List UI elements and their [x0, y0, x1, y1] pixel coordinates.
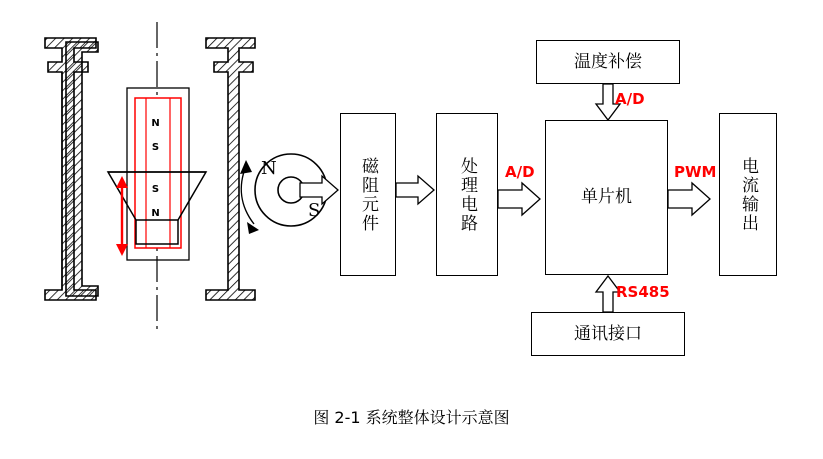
signal-label-ad-temp: A/D [615, 90, 645, 108]
block-current-output[interactable] [719, 113, 777, 276]
signal-label-ad-main: A/D [505, 163, 535, 181]
magnet-south-label: S [308, 200, 321, 221]
block-processing-circuit-label: 处理电路 [457, 156, 478, 233]
signal-label-rs485: RS485 [616, 283, 670, 301]
arrow-mcu-to-output [668, 183, 710, 215]
block-communication-interface[interactable] [531, 312, 685, 356]
block-communication-interface-label: 通讯接口 [574, 323, 642, 344]
block-processing-circuit[interactable] [436, 113, 498, 276]
block-magneto-element-label: 磁阻元件 [358, 156, 379, 233]
sensor-pole-label-bottom: S N [150, 184, 161, 220]
figure-caption: 图 2-1 系统整体设计示意图 [313, 408, 510, 427]
sensor-pole-label-top: N S [150, 118, 161, 154]
block-mcu-label: 单片机 [581, 187, 632, 208]
block-current-output-label: 电流输出 [738, 156, 759, 233]
block-magneto-element[interactable] [340, 113, 396, 276]
arrow-magneto-to-circuit [396, 176, 434, 204]
block-temperature-compensation-label: 温度补偿 [574, 51, 642, 72]
signal-label-pwm: PWM [674, 163, 717, 181]
magnet-north-label: N [261, 158, 277, 179]
block-temperature-compensation[interactable] [536, 40, 680, 84]
block-mcu[interactable] [545, 120, 668, 275]
arrow-circuit-to-mcu [498, 183, 540, 215]
